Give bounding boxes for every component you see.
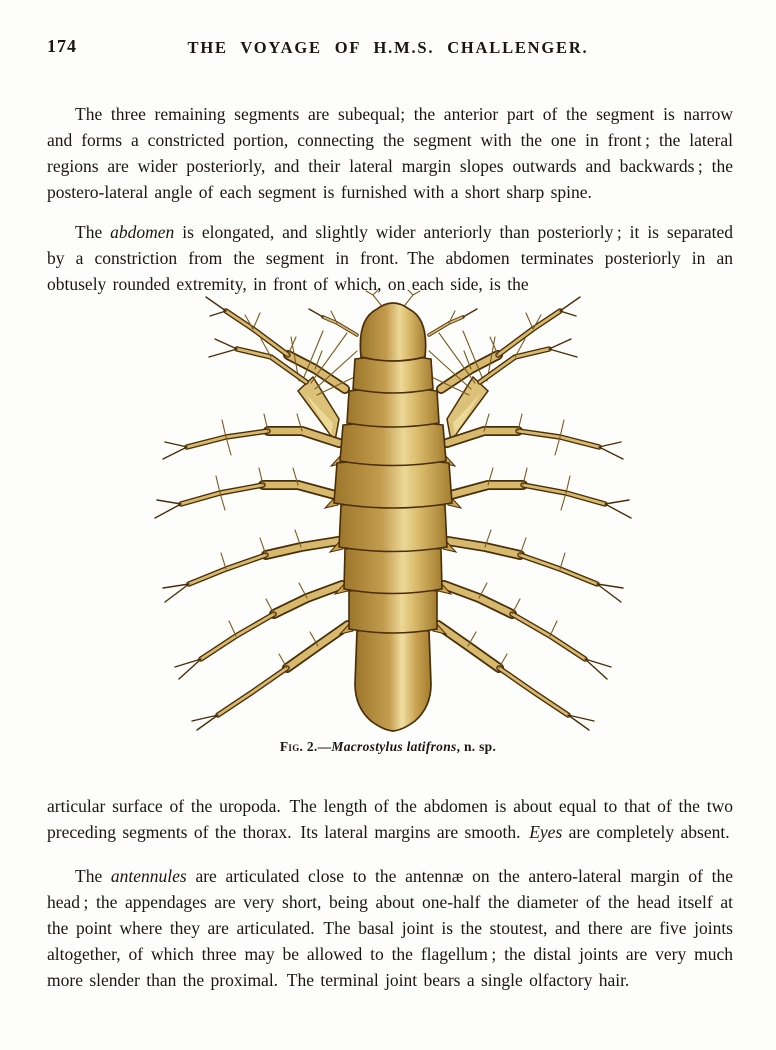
figure-caption-tail: , n. sp. [456, 739, 497, 754]
figure-2-isopod-illustration [85, 288, 695, 740]
figure-caption-species: Macrostylus latifrons [331, 739, 457, 754]
italic-term: abdomen [110, 221, 175, 242]
paragraph-abdomen [47, 219, 733, 297]
paragraph-text: articular surface of the uropoda. The length of the abdomen is about equal to that of the two preceding segments of the thorax. Its lateral margins are smooth. [47, 795, 733, 842]
figure-caption-dash: — [317, 739, 332, 754]
paragraph-uropoda [47, 793, 733, 845]
paragraph-text: is elongated, and slightly wider anteriorly than posteriorly ; it is separated by a constriction from the segment in front. The abdomen terminates posteriorly in an obtusely rounded extremity, in front of which, on each side, is the [47, 221, 733, 294]
page-number: 174 [47, 36, 77, 56]
isopod-head [360, 303, 425, 361]
paragraph-text: The [75, 865, 111, 886]
figure-caption-number: Fig. 2. [279, 739, 318, 754]
italic-term: Eyes [529, 821, 563, 842]
paragraph-text: are completely absent. [562, 821, 730, 842]
paragraph-text: are articulated close to the antennæ on the antero-lateral margin of the head ; the appendages are very short, being about one-half the diameter of the head itself at the point where they are articulated. The basal joint is the stoutest, and there are five joints altogether, of which three may be allowed to the flagellum ; the distal joints are very much more slender than the proximal. The terminal joint bears a single olfactory hair. [47, 865, 733, 990]
italic-term: antennules [110, 865, 187, 886]
figure-2 [85, 288, 695, 740]
figure-caption [0, 739, 776, 755]
isopod-trunk [334, 303, 452, 731]
paragraph-antennules [47, 863, 733, 993]
running-title: THE VOYAGE OF H.M.S. CHALLENGER. [187, 38, 589, 57]
paragraph-text: The three remaining segments are subequal; the anterior part of the segment is narrow and forms a constricted portion, connecting the segment with the one in front ; the lateral regions are wider posteriorly, and their lateral margin slopes outwards and backwards ; the postero-lateral angle of each segment is furnished with a short sharp spine. [47, 103, 733, 202]
paragraph-text: The [75, 221, 111, 242]
paragraph-segments [47, 101, 733, 205]
